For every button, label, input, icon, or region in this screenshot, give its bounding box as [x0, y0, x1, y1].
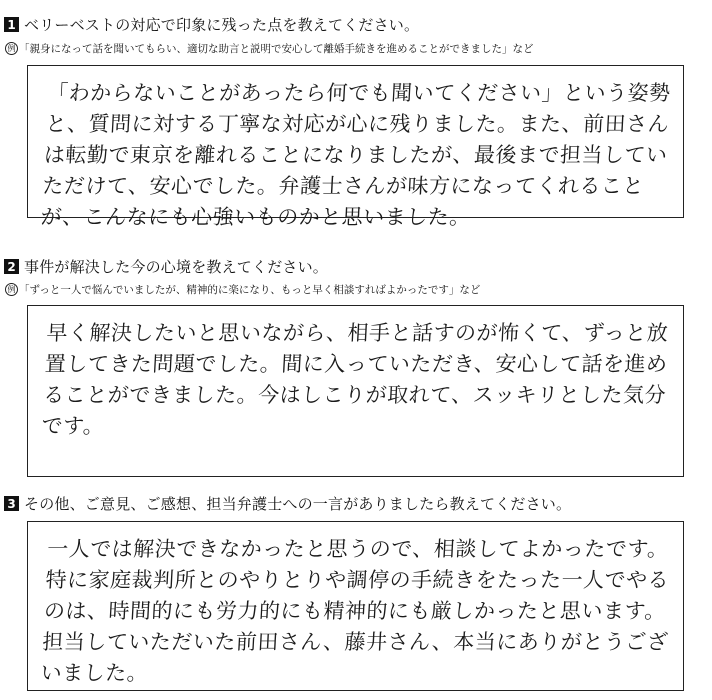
question-2-text: 事件が解決した今の心境を教えてください。 — [24, 258, 329, 276]
section-3 — [0, 485, 712, 700]
answer-3-box — [27, 521, 684, 691]
question-1-row — [4, 14, 419, 35]
section-1 — [0, 0, 712, 230]
answer-3-text: 一人では解決できなかったと思うので、相談してよかったです。特に家庭裁判所とのやりとりや調停の手続きをたった一人でやるのは、時間的にも労力的にも精神的にも厳しかったと思います。担当していただいた前田さん、藤井さん、本当にありがとうございました。 — [40, 537, 670, 685]
section-2 — [0, 250, 712, 480]
question-3-row — [4, 493, 571, 514]
question-number-3: 3 — [4, 496, 19, 511]
example-mark-icon: 例 — [5, 42, 18, 55]
answer-1-box — [27, 65, 684, 229]
answer-2-box — [27, 305, 684, 477]
example-1-row — [5, 41, 534, 56]
answer-2-text: 早く解決したいと思いながら、相手と話すのが怖くて、ずっと放置してきた問題でした。間に入っていただき、安心して話を進めることができました。今はしこりが取れて、スッキリとした気分です。 — [40, 321, 669, 438]
example-1-text: 「親身になって話を聞いてもらい、適切な助言と説明で安心して離婚手続きを進めることができました」など — [19, 43, 534, 55]
example-2-text: 「ずっと一人で悩んでいましたが、精神的に楽になり、もっと早く相談すればよかったです」など — [19, 284, 481, 296]
question-1-text: ベリーベストの対応で印象に残った点を教えてください。 — [24, 16, 420, 34]
question-number-1: 1 — [4, 17, 19, 32]
example-2-row — [5, 282, 480, 297]
answer-1-text: 「わからないことがあったら何でも聞いてください」という姿勢と、質問に対する丁寧な対応が心に残りました。また、前田さんは転勤で東京を離れることになりましたが、最後まで担当していただけて、安心でした。弁護士さんが味方になってくれることが、こんなにも心強いものかと思いました。 — [40, 81, 672, 229]
example-mark-icon: 例 — [5, 283, 18, 296]
question-2-row — [4, 256, 328, 277]
question-number-2: 2 — [4, 259, 19, 274]
question-3-text: その他、ご意見、ご感想、担当弁護士への一言がありましたら教えてください。 — [24, 495, 572, 513]
